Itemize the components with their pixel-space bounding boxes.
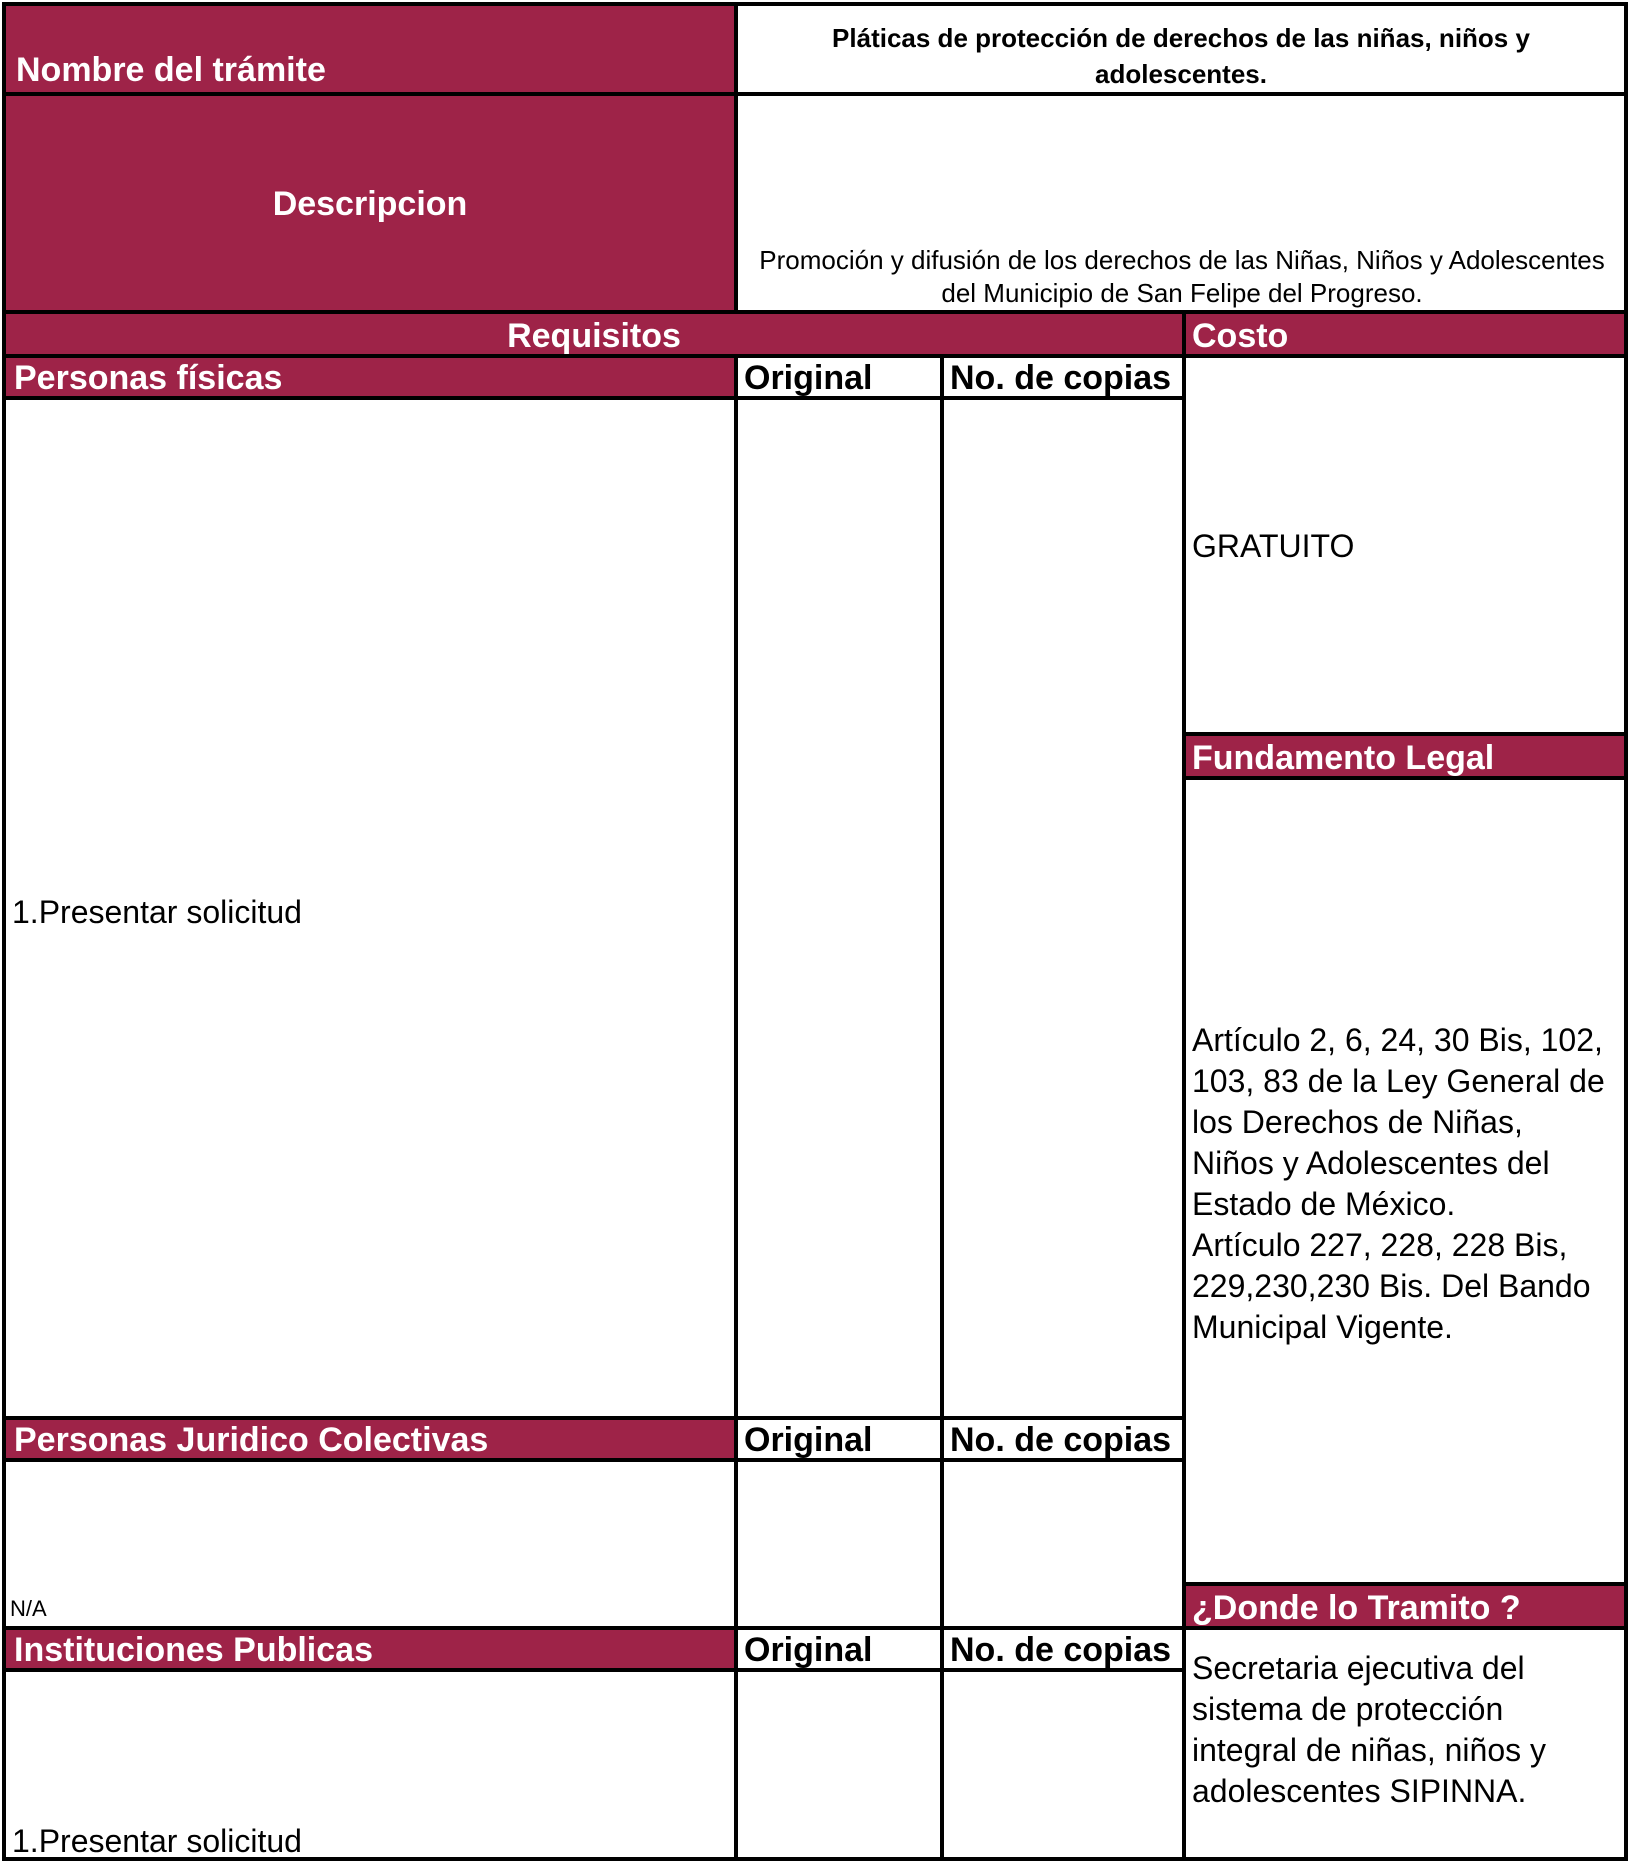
copias-label: No. de copias: [944, 1418, 1177, 1462]
copias-header-instituciones: [940, 1626, 1186, 1672]
personas-fisicas-header: [2, 354, 738, 400]
personas-juridico-value: N/A: [10, 1596, 47, 1621]
tramite-label-cell: [2, 2, 738, 96]
donde-label: ¿Donde lo Tramito ?: [1192, 1589, 1521, 1627]
tramite-value-cell: [734, 2, 1628, 96]
donde-header: [1182, 1582, 1628, 1630]
fundamento-label: Fundamento Legal: [1192, 739, 1495, 777]
copias-header-fisicas: [940, 354, 1186, 400]
fundamento-header: [1182, 732, 1628, 780]
fundamento-line: los Derechos de Niñas,: [1192, 1104, 1523, 1140]
donde-line: sistema de protección: [1192, 1691, 1504, 1727]
personas-fisicas-label: Personas físicas: [14, 359, 283, 397]
copias-header-juridico: [940, 1416, 1186, 1462]
descripcion-label: Descripcion: [272, 185, 468, 223]
costo-value-cell: [1182, 354, 1628, 736]
personas-fisicas-body: [2, 396, 738, 1420]
descripcion-label-cell: [2, 92, 738, 314]
tramite-label: Nombre del trámite: [16, 51, 326, 89]
original-header-juridico: [734, 1416, 944, 1462]
costo-header: [1182, 310, 1628, 358]
fundamento-line: 229,230,230 Bis. Del Bando: [1192, 1268, 1591, 1304]
requisitos-label: Requisitos: [507, 317, 681, 355]
fundamento-line: Municipal Vigente.: [1192, 1309, 1453, 1345]
fundamento-line: Artículo 2, 6, 24, 30 Bis, 102,: [1192, 1022, 1603, 1058]
instituciones-label: Instituciones Publicas: [14, 1631, 373, 1669]
costo-value: GRATUITO: [1192, 528, 1355, 564]
instituciones-body: [2, 1668, 738, 1861]
original-label: Original: [738, 356, 878, 400]
copias-body-juridico: [940, 1458, 1186, 1630]
personas-juridico-header: [2, 1416, 738, 1462]
fundamento-line: 103, 83 de la Ley General de: [1192, 1063, 1605, 1099]
original-header-instituciones: [734, 1626, 944, 1672]
donde-line: adolescentes SIPINNA.: [1192, 1773, 1527, 1809]
donde-line: Secretaria ejecutiva del: [1192, 1650, 1525, 1686]
tramite-value: Pláticas de protección de derechos de las niñas, niños y adolescentes.: [832, 23, 1530, 89]
original-label: Original: [738, 1628, 878, 1672]
instituciones-value: 1.Presentar solicitud: [12, 1823, 302, 1859]
fundamento-value-cell: [1182, 776, 1628, 1586]
personas-juridico-label: Personas Juridico Colectivas: [14, 1421, 489, 1459]
fundamento-line: Niños y Adolescentes del: [1192, 1145, 1550, 1181]
fundamento-line: Artículo 227, 228, 228 Bis,: [1192, 1227, 1568, 1263]
fundamento-line: Estado de México.: [1192, 1186, 1456, 1222]
original-body-instituciones: [734, 1668, 944, 1861]
donde-line: integral de niñas, niños y: [1192, 1732, 1546, 1768]
requisitos-header: [2, 310, 1186, 358]
instituciones-header: [2, 1626, 738, 1672]
original-label: Original: [738, 1418, 878, 1462]
fundamento-text: [1192, 1020, 1605, 1348]
donde-text: [1192, 1648, 1546, 1812]
copias-body-instituciones: [940, 1668, 1186, 1861]
copias-label: No. de copias: [944, 1628, 1177, 1672]
donde-value-cell: [1182, 1626, 1628, 1861]
copias-body-fisicas: [940, 396, 1186, 1420]
original-body-juridico: [734, 1458, 944, 1630]
costo-label: Costo: [1192, 317, 1289, 355]
original-header-fisicas: [734, 354, 944, 400]
original-body-fisicas: [734, 396, 944, 1420]
descripcion-value-cell: [734, 92, 1628, 314]
copias-label: No. de copias: [944, 356, 1177, 400]
personas-juridico-body: [2, 1458, 738, 1630]
personas-fisicas-value: 1.Presentar solicitud: [12, 894, 302, 930]
descripcion-value: Promoción y difusión de los derechos de las Niñas, Niños y Adolescentes del Municipio de San Felipe del Progreso.: [759, 245, 1605, 308]
